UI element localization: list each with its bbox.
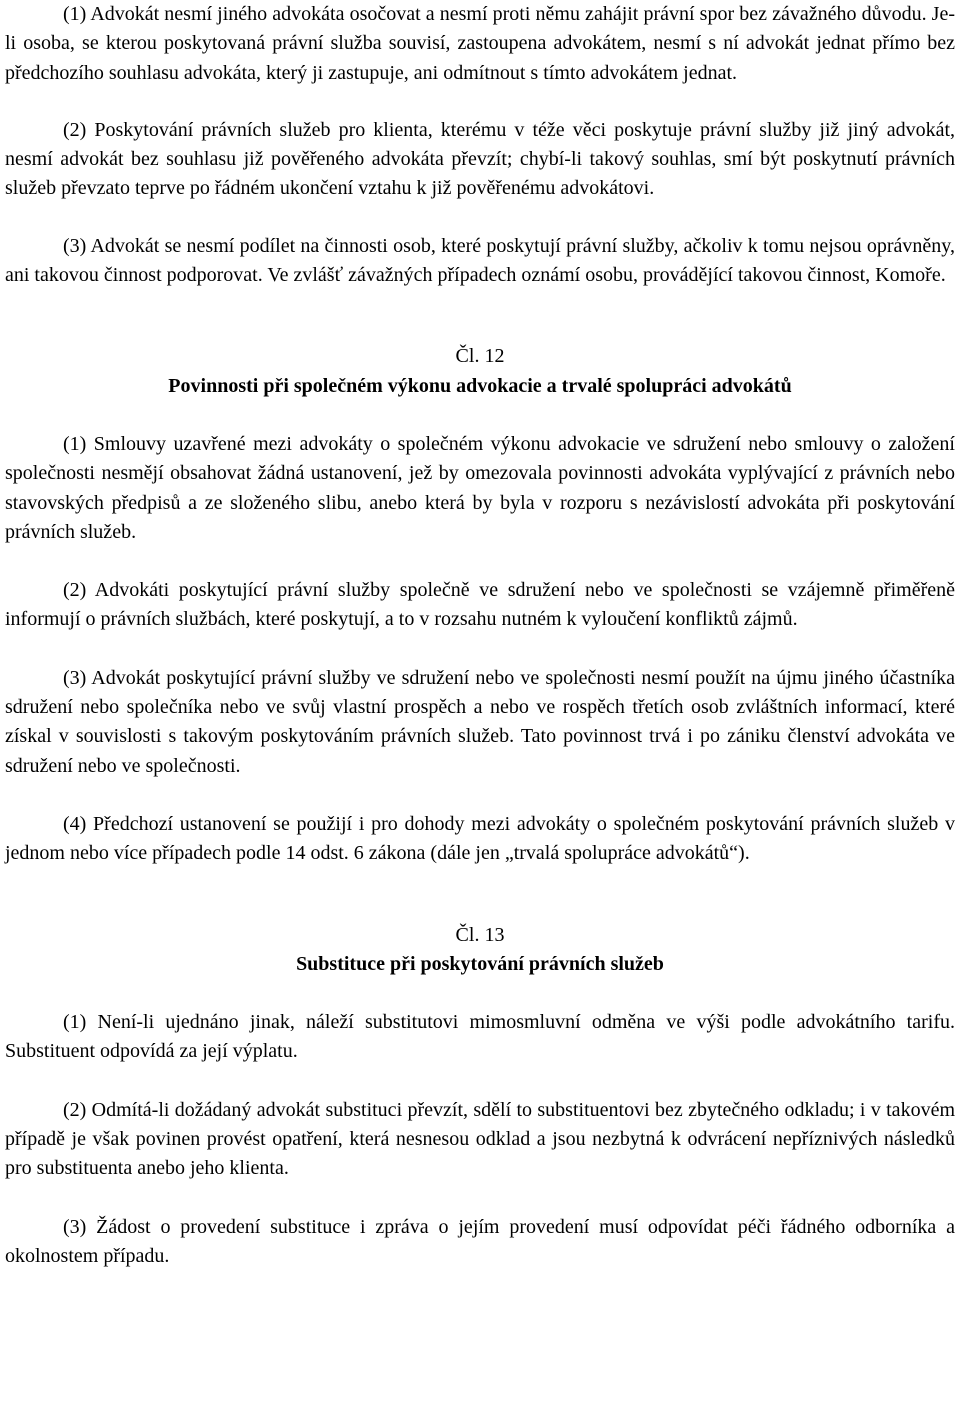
paragraph-11-2: (2) Poskytování právních služeb pro klienta, kterému v téže věci poskytuje právní služby již jiný advokát, nesmí advokát bez souhlasu již pověřeného advokáta převzít; chybí-li takový souhlas, smí být poskytnutí právních služeb převzato teprve po řádném ukončení vztahu k již pověřenému advokátovi. bbox=[5, 118, 955, 200]
paragraph-12-3: (3) Advokát poskytující právní služby ve sdružení nebo ve společnosti nesmí použít na újmu jiného účastníka sdružení nebo společníka nebo ve svůj vlastní prospěch a nebo ve rospěch třetích osob zvláštních informací, které získal v souvislosti s takovým poskytováním právních služeb. Tato povinnost trvá i po zániku členství advokáta ve sdružení nebo ve společnosti. bbox=[5, 666, 955, 777]
paragraph-12-1: (1) Smlouvy uzavřené mezi advokáty o společném výkonu advokacie ve sdružení nebo smlouvy o založení společnosti nesmějí obsahovat žádná ustanovení, jež by omezovala povinnosti advokáta vyplývající z právních nebo stavovských předpisů a ze složeného slibu, anebo která by byla v rozporu s nezávislostí advokáta při poskytování právních služeb. bbox=[5, 432, 955, 543]
document-page bbox=[5, 0, 955, 1271]
paragraph-13-1: (1) Není-li ujednáno jinak, náleží substitutovi mimosmluvní odměna ve výši podle advokátního tarifu. Substituent odpovídá za její výplatu. bbox=[5, 1011, 955, 1063]
paragraph-13-3: (3) Žádost o provedení substituce i zpráva o jejím provedení musí odpovídat péči řádného odborníka a okolnostem případu. bbox=[5, 1215, 955, 1267]
article-13-number: Čl. 13 bbox=[455, 923, 505, 946]
article-13-title: Substituce při poskytování právních služeb bbox=[296, 952, 664, 975]
paragraph-12-2: (2) Advokáti poskytující právní služby společně ve sdružení nebo ve společnosti se vzájemně přiměřeně informují o právních službách, které poskytují, a to v rozsahu nutném k vyloučení konfliktů zájmů. bbox=[5, 579, 955, 631]
paragraph-12-4: (4) Předchozí ustanovení se použijí i pro dohody mezi advokáty o společném poskytování právních služeb v jednom nebo více případech podle 14 odst. 6 zákona (dále jen „trvalá spolupráce advokátů“). bbox=[5, 812, 955, 865]
article-12-title: Povinnosti při společném výkonu advokacie a trvalé spolupráci advokátů bbox=[168, 374, 792, 397]
paragraph-11-1: (1) Advokát nesmí jiného advokáta osočovat a nesmí proti němu zahájit právní spor bez závažného důvodu. Je-li osoba, se kterou poskytovaná právní služba souvisí, zastoupena advokátem, nesmí s ní advokát jednat přímo bez předchozího souhlasu advokáta, který ji zastupuje, ani odmítnout s tímto advokátem jednat. bbox=[5, 3, 955, 84]
paragraph-11-3: (3) Advokát se nesmí podílet na činnosti osob, které poskytují právní služby, ačkoliv k tomu nejsou oprávněny, ani takovou činnost podporovat. Ve zvlášť závažných případech oznámí osobu, provádějící takovou činnost, Komoře. bbox=[5, 234, 955, 287]
article-12-number: Čl. 12 bbox=[455, 345, 505, 368]
paragraph-13-2: (2) Odmítá-li dožádaný advokát substituci převzít, sdělí to substituentovi bez zbytečného odkladu; i v takovém případě je však povinen provést opatření, která nesnesou odklad a jsou nezbytná k odvrácení nepříznivých následků pro substituenta anebo jeho klienta. bbox=[5, 1098, 955, 1180]
